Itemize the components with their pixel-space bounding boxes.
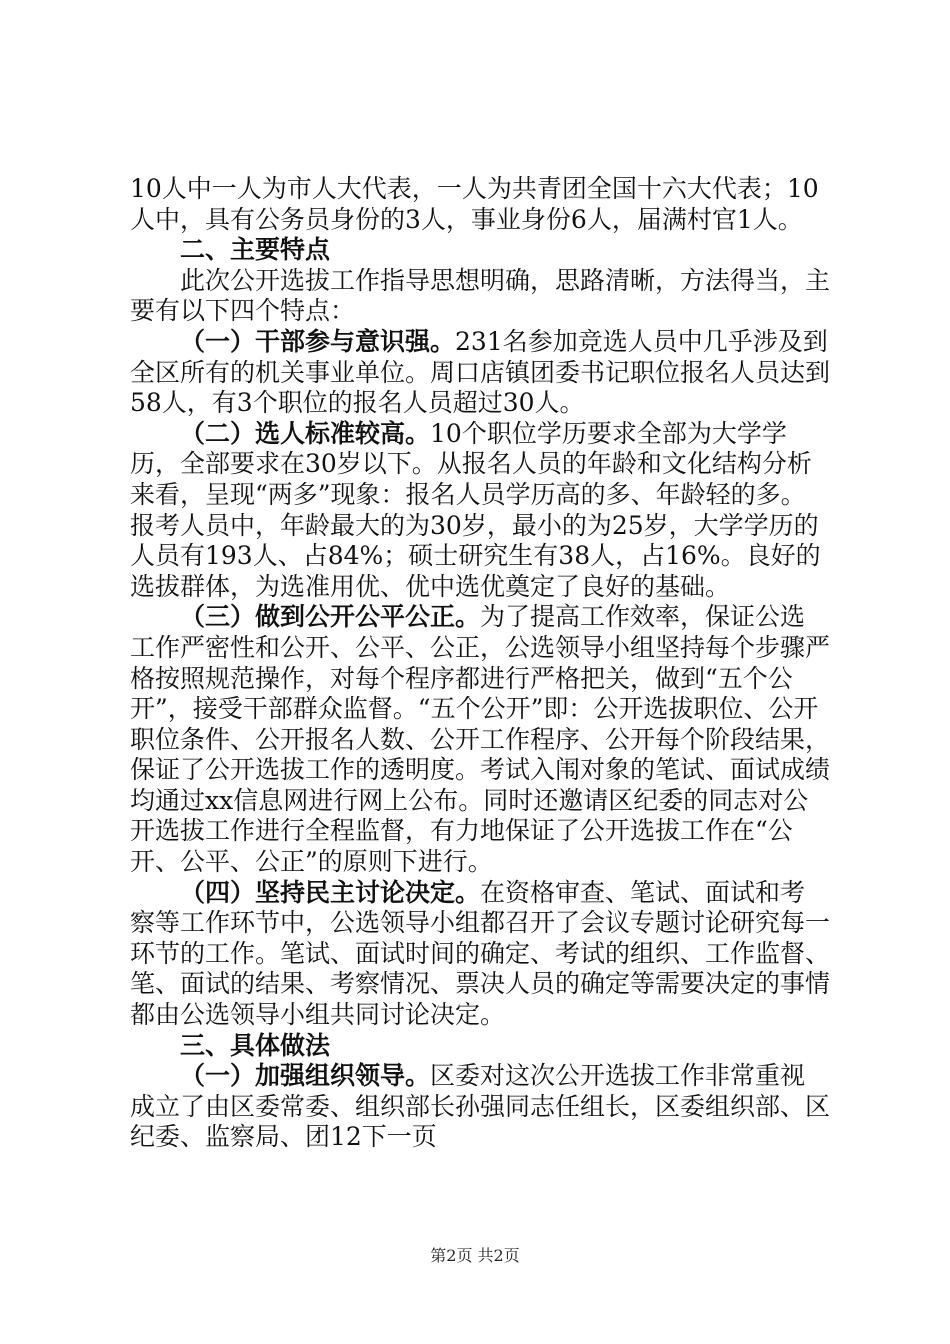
feature-text-3: 为了提高工作效率，保证公选工作严密性和公开、公平、公正，公选领导小组坚持每个步骤严格按照规范操作，对每个程序都进行严格把关，做到“五个公开”，接受干部群众监督。“五个公开”即：公开选拔职位、公开职位条件、公开报名人数、公开工作程序、公开每个阶段结果，保证了公开选拔工作的透明度。考试入闱对象的笔试、面试成绩均通过xx信息网进行网上公布。同时还邀请区纪委的同志对公开选拔工作进行全程监督，有力地保证了公开选拔工作在“公开、公平、公正”的原则下进行。: [130, 602, 831, 877]
page-footer: 第2页 共2页: [430, 1246, 520, 1265]
feature-text-1: 231名参加竞选人员中几乎涉及到全区所有的机关事业单位。周口店镇团委书记职位报名人员达到58人，有3个职位的报名人员超过30人。: [130, 326, 831, 418]
feature-lead-2: （二）选人标准较高。: [180, 418, 431, 448]
feature-paragraph-3: [130, 602, 830, 877]
method-lead-1: （一）加强组织领导。: [180, 1061, 431, 1091]
section-intro-paragraph: 此次公开选拔工作指导思想明确，思路清晰，方法得当，主要有以下四个特点：: [130, 265, 831, 326]
feature-lead-4: （四）坚持民主讨论决定。: [180, 877, 481, 907]
section-heading-methods: 三、具体做法: [180, 1030, 331, 1060]
feature-paragraph-2: [130, 419, 830, 603]
feature-paragraph-4: [130, 878, 830, 1031]
feature-paragraph-1: [130, 327, 830, 419]
feature-text-4: 在资格审查、笔试、面试和考察等工作环节中，公选领导小组都召开了会议专题讨论研究每一环节的工作。笔试、面试时间的确定、考试的组织、工作监督、笔、面试的结果、考察情况、票决人员的确定等需要决定的事情都由公选领导小组共同讨论决定。: [130, 877, 831, 1030]
method-text-1: 区委对这次公开选拔工作非常重视成立了由区委常委、组织部长孙强同志任组长，区委组织部、区纪委、监察局、团12下一页: [130, 1061, 831, 1152]
section-heading-main-features: 二、主要特点: [180, 235, 331, 265]
feature-lead-3: （三）做到公开公平公正。: [180, 602, 481, 632]
intro-paragraph: 10人中一人为市人大代表，一人为共青团全国十六大代表；10人中，具有公务员身份的3人，事业身份6人，届满村官1人。: [130, 174, 819, 234]
document-body: [130, 174, 830, 1153]
feature-text-2: 10个职位学历要求全部为大学学历，全部要求在30岁以下。从报名人员的年龄和文化结构分析来看，呈现“两多”现象：报名人员学历高的多、年龄轻的多。报考人员中，年龄最大的为30岁，最小的为25岁，大学学历的人员有193人、占84%；硕士研究生有38人，占16%。良好的选拔群体，为选准用优、优中选优奠定了良好的基础。: [130, 418, 821, 601]
feature-lead-1: （一）干部参与意识强。: [180, 326, 456, 356]
method-paragraph-1: [130, 1061, 830, 1153]
